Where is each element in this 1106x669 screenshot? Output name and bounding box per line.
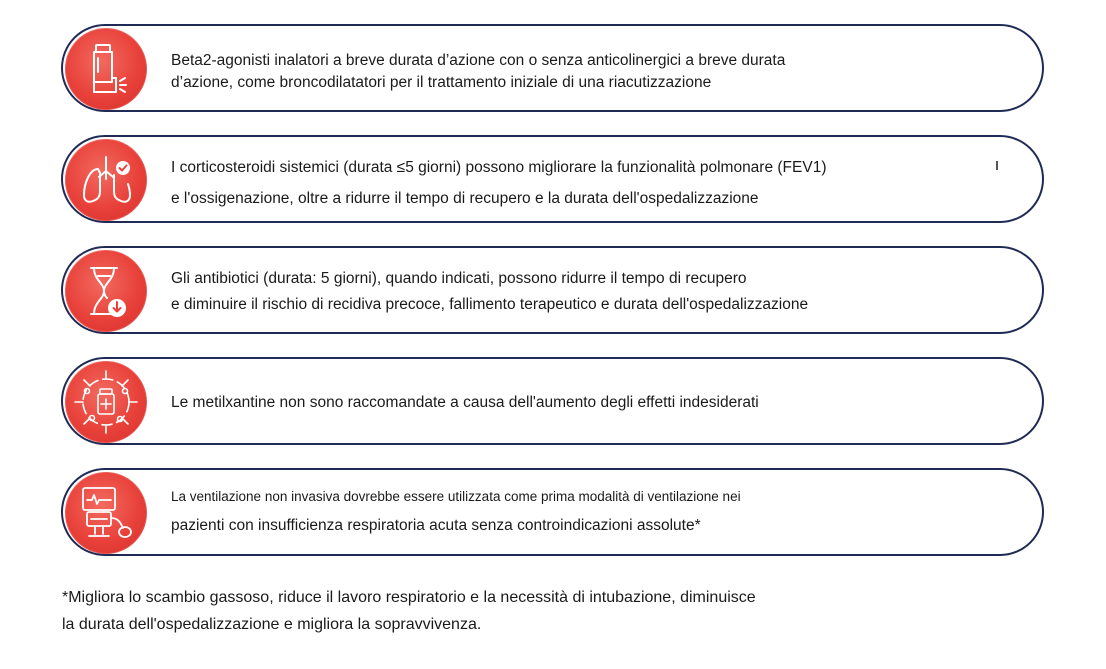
item-text-line: e l'ossigenazione, oltre a ridurre il tempo di recupero e la durata dell'ospedalizzazione — [171, 190, 759, 207]
divider-mark — [996, 161, 998, 170]
footnote-line: la durata dell'ospedalizzazione e migliora la sopravvivenza. — [62, 616, 482, 633]
list-item-inhaler — [61, 24, 1044, 112]
list-item-antibiotics — [61, 246, 1044, 334]
list-item-ventilation — [61, 468, 1044, 556]
medicine-side-effects-icon — [65, 361, 147, 443]
item-text-line: Le metilxantine non sono raccomandate a causa dell'aumento degli effetti indesiderati — [171, 394, 759, 411]
list-item-methylxanthines — [61, 357, 1044, 445]
item-text-line: I corticosteroidi sistemici (durata ≤5 giorni) possono migliorare la funzionalità polmonare (FEV1) — [171, 159, 827, 176]
item-text-line: Gli antibiotici (durata: 5 giorni), quando indicati, possono ridurre il tempo di recupero — [171, 270, 747, 287]
item-text-line: La ventilazione non invasiva dovrebbe essere utilizzata come prima modalità di ventilazione nei — [171, 489, 741, 504]
item-text-line: d’azione, come broncodilatatori per il trattamento iniziale di una riacutizzazione — [171, 74, 712, 91]
item-text-line: Beta2-agonisti inalatori a breve durata d’azione con o senza anticolinergici a breve durata — [171, 52, 786, 69]
list-item-corticosteroids — [61, 135, 1044, 223]
item-text-line: e diminuire il rischio di recidiva precoce, fallimento terapeutico e durata dell'ospedalizzazione — [171, 296, 809, 313]
footnote-line: *Migliora lo scambio gassoso, riduce il lavoro respiratorio e la necessità di intubazione, diminuisce — [62, 589, 756, 606]
item-text-line: pazienti con insufficienza respiratoria acuta senza controindicazioni assolute* — [171, 517, 701, 534]
footnote — [62, 584, 756, 638]
lungs-check-icon — [65, 139, 147, 221]
ventilator-icon — [65, 472, 147, 554]
inhaler-icon — [65, 28, 147, 110]
hourglass-down-icon — [65, 250, 147, 332]
